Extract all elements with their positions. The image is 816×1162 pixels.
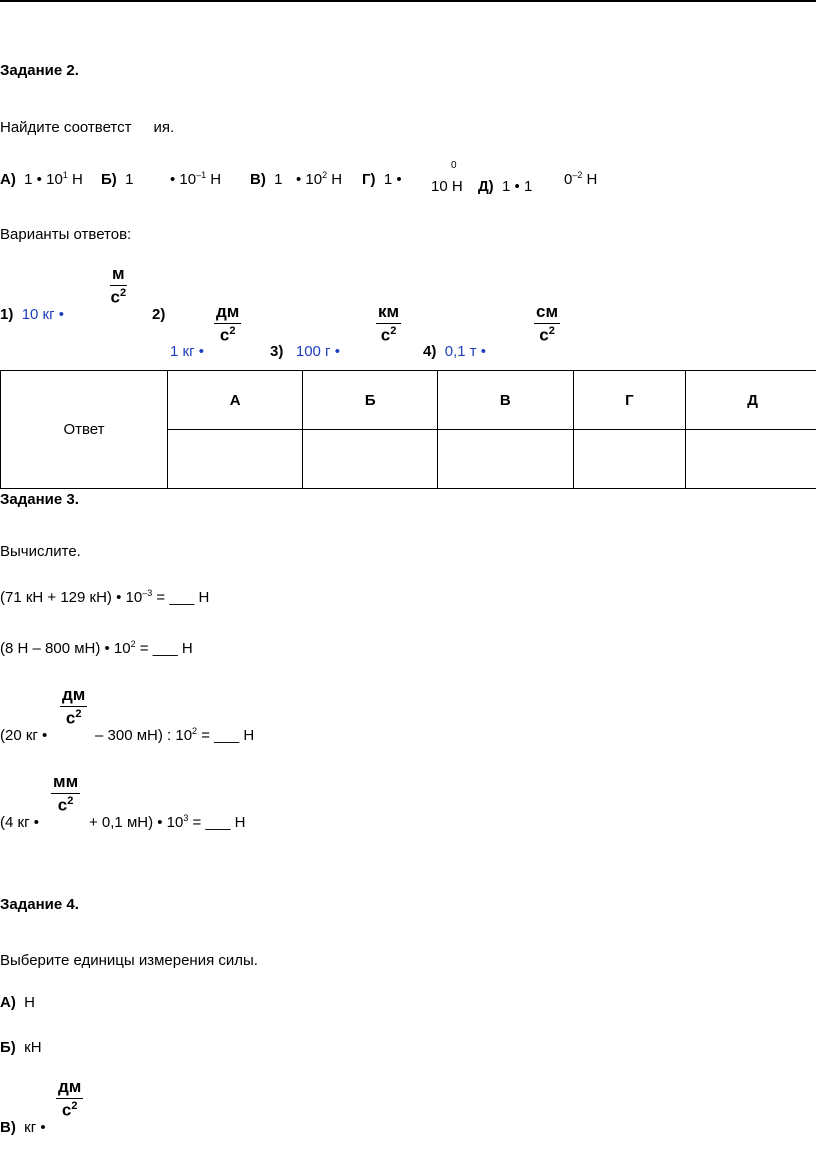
task2-option-d: Д) 1 • 1	[478, 178, 533, 195]
task3-instruction: Вычислите.	[0, 543, 81, 560]
task4-instruction: Выберите единицы измерения силы.	[0, 952, 258, 969]
answer-2-fraction: дм $с^2$	[216, 302, 240, 345]
task2-option-d-tail: $0^{-2}$ Н	[564, 170, 598, 188]
answer-1: 1) 10 кг •	[0, 306, 64, 323]
answer-table-header-b: Б	[303, 371, 438, 430]
task3-line-3-fraction: дм $с^2$	[62, 685, 86, 728]
task2-option-g: Г) 1 •	[362, 171, 402, 188]
answer-cell-a[interactable]	[168, 430, 303, 489]
answer-table-header-g: Г	[573, 371, 686, 430]
answer-cell-g[interactable]	[573, 430, 686, 489]
task4-title: Задание 4.	[0, 896, 79, 913]
answers-heading: Варианты ответов:	[0, 226, 132, 243]
top-border-line	[0, 0, 816, 2]
task3-line-4-fraction: мм $с^2$	[53, 772, 79, 815]
answer-table-header-a: А	[168, 371, 303, 430]
answer-4-fraction: см $с^2$	[536, 302, 559, 345]
task3-line-2: (8 Н – 800 мН) • $10^2$ = ___ Н	[0, 639, 193, 657]
answer-cell-d[interactable]	[686, 430, 816, 489]
answer-table-header-d: Д	[686, 371, 816, 430]
task4-option-v: В) кг •	[0, 1119, 46, 1136]
task3-line-1: (71 кН + 129 кН) • $10^{-3}$ = ___ Н	[0, 588, 210, 606]
task2-option-b: Б) 1	[101, 171, 134, 188]
task3-line-4-pre: (4 кг •	[0, 814, 39, 831]
task2-option-b-tail: • $10^{-1}$ Н	[170, 170, 222, 188]
answer-2-value: 1 кг •	[170, 343, 204, 360]
task4-option-a: А) Н	[0, 994, 36, 1011]
task2-option-v: В) 1	[250, 171, 283, 188]
task2-option-v-tail: • $10^2$ Н	[296, 170, 343, 188]
answer-1-fraction: м $с^2$	[110, 264, 127, 307]
task2-option-a: А) 1 • $10^1$ Н	[0, 170, 83, 188]
answer-3-fraction: км $с^2$	[378, 302, 400, 345]
task3-line-4-post: + 0,1 мН) • $10^3$ = ___ Н	[89, 813, 246, 831]
task2-instruction: Найдите соответст ия.	[0, 119, 175, 136]
task2-option-g-tail: 10 Н	[431, 178, 463, 195]
answer-3: 3) 100 г •	[270, 343, 340, 360]
answer-2-label: 2)	[152, 306, 166, 323]
task4-option-v-fraction: дм $с^2$	[58, 1077, 82, 1120]
answer-table	[0, 370, 816, 489]
task3-line-3-post: – 300 мН) : $10^2$ = ___ Н	[95, 726, 255, 744]
answer-table-header-v: В	[438, 371, 573, 430]
answer-cell-v[interactable]	[438, 430, 573, 489]
task2-title: Задание 2.	[0, 62, 79, 79]
answer-4: 4) 0,1 т •	[423, 343, 486, 360]
task3-line-3-pre: (20 кг •	[0, 727, 48, 744]
answer-table-row-label: Ответ	[1, 371, 168, 489]
task4-option-b: Б) кН	[0, 1039, 42, 1056]
task2-option-g-exp: 0	[451, 160, 457, 171]
answer-cell-b[interactable]	[303, 430, 438, 489]
task3-title: Задание 3.	[0, 491, 79, 508]
